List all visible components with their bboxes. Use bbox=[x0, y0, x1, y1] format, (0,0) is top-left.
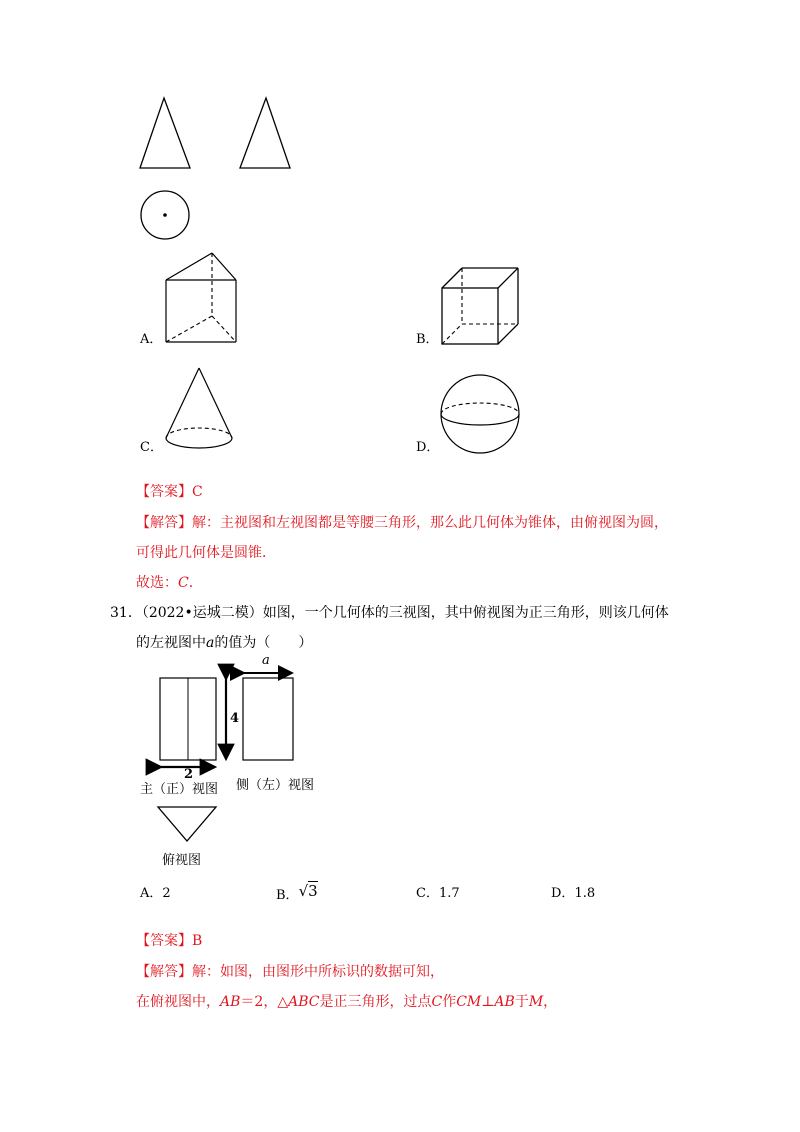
q30-option-c-label[interactable]: C． bbox=[140, 440, 163, 455]
q31-option-d-value: 1.8 bbox=[574, 886, 596, 901]
q30-top-view-circle bbox=[138, 188, 192, 242]
q31-al2-p3: 是正三角形，过点 bbox=[319, 994, 432, 1010]
q31-al2-p2: ＝2，△ bbox=[240, 994, 289, 1010]
q31-stem-line2 bbox=[136, 633, 312, 653]
q31-label-a: a bbox=[262, 653, 270, 668]
q30-option-b-label[interactable]: B． bbox=[416, 332, 439, 347]
q30-answer bbox=[136, 482, 203, 502]
q31-option-d-label: D． bbox=[551, 886, 575, 901]
q31-three-view-figure bbox=[136, 655, 356, 875]
q30-option-a-prism-figure bbox=[160, 250, 240, 346]
q31-answer-prefix: 【答案】 bbox=[136, 933, 192, 949]
q31-al2-abc: ABC bbox=[288, 994, 320, 1010]
q30-option-b-cube-figure bbox=[438, 264, 522, 348]
q30-analysis-line2: 可得此几何体是圆锥． bbox=[136, 545, 276, 561]
q31-top-view-label: 俯视图 bbox=[162, 853, 202, 868]
q30-conclusion-prefix: 故选： bbox=[136, 575, 178, 591]
q31-stem-line1 bbox=[110, 603, 669, 623]
q31-al2-p5: 于 bbox=[514, 994, 529, 1010]
q31-option-a-value: 2 bbox=[162, 886, 171, 901]
q31-option-c[interactable] bbox=[416, 884, 460, 904]
q30-analysis-text1: 解：主视图和左视图都是等腰三角形，那么此几何体为锥体，由俯视图为圆， bbox=[192, 515, 668, 531]
q31-answer bbox=[136, 931, 202, 951]
q31-side-view bbox=[243, 678, 293, 760]
q30-analysis-line1 bbox=[136, 513, 668, 533]
q31-analysis-line2 bbox=[136, 992, 557, 1012]
q30-front-view-triangle bbox=[138, 96, 194, 170]
q30-conclusion-value: C bbox=[178, 575, 189, 591]
q31-label-2: 2 bbox=[184, 767, 194, 782]
q31-option-a-label: A． bbox=[140, 886, 163, 901]
q31-option-a[interactable] bbox=[140, 884, 171, 904]
q30-side-view-triangle bbox=[238, 96, 294, 170]
q31-option-c-label: C． bbox=[416, 886, 439, 901]
q30-option-d-sphere-figure bbox=[438, 372, 522, 456]
q31-option-d[interactable] bbox=[551, 884, 595, 904]
q31-option-b[interactable] bbox=[276, 884, 318, 906]
q31-al2-ab: AB bbox=[220, 994, 241, 1010]
q31-stem-post: 的值为（ ） bbox=[214, 635, 313, 651]
q30-answer-value: C bbox=[192, 484, 203, 500]
q31-option-c-value: 1.7 bbox=[438, 886, 460, 901]
q30-option-c-cone-figure bbox=[162, 364, 236, 456]
q30-option-d-label[interactable]: D． bbox=[416, 440, 440, 455]
q31-option-b-sqrt-icon: √ bbox=[298, 882, 309, 900]
q30-conclusion bbox=[136, 573, 203, 593]
q31-al2-ab2: AB bbox=[494, 994, 515, 1010]
q31-analysis-prefix: 【解答】 bbox=[136, 964, 192, 980]
q31-al2-perp: ⊥ bbox=[481, 994, 495, 1010]
q31-al2-cm: CM bbox=[456, 994, 482, 1010]
q30-option-a-label[interactable]: A． bbox=[140, 332, 163, 347]
q31-option-b-value: 3 bbox=[308, 882, 318, 900]
q31-top-view-triangle bbox=[158, 807, 216, 841]
q31-stem-var-a: a bbox=[206, 635, 215, 651]
q31-al2-m: M bbox=[528, 994, 544, 1010]
q31-stem-pre: 的左视图中 bbox=[136, 635, 206, 651]
q30-conclusion-suffix: ． bbox=[188, 575, 203, 591]
q31-front-view-label: 主（正）视图 bbox=[140, 782, 219, 797]
q31-option-b-label: B． bbox=[276, 888, 299, 903]
q31-analysis-text1: 解：如图，由图形中所标识的数据可知， bbox=[192, 964, 444, 980]
q30-answer-prefix: 【答案】 bbox=[136, 484, 192, 500]
q31-answer-value: B bbox=[192, 933, 203, 949]
q31-stem-text1: （2022•运城二模）如图，一个几何体的三视图，其中俯视图为正三角形，则该几何体 bbox=[141, 605, 669, 621]
q31-analysis-line1 bbox=[136, 962, 444, 982]
q31-al2-p4: 作 bbox=[442, 994, 457, 1010]
q30-analysis-prefix: 【解答】 bbox=[136, 515, 192, 531]
q31-al2-p6: ， bbox=[543, 994, 558, 1010]
q31-label-4: 4 bbox=[230, 711, 240, 726]
q31-number: 31． bbox=[110, 605, 142, 621]
q31-side-view-label: 侧（左）视图 bbox=[236, 778, 315, 793]
q31-al2-c: C bbox=[431, 994, 443, 1010]
q31-al2-p1: 在俯视图中， bbox=[136, 994, 220, 1010]
q31-front-view bbox=[160, 678, 216, 760]
